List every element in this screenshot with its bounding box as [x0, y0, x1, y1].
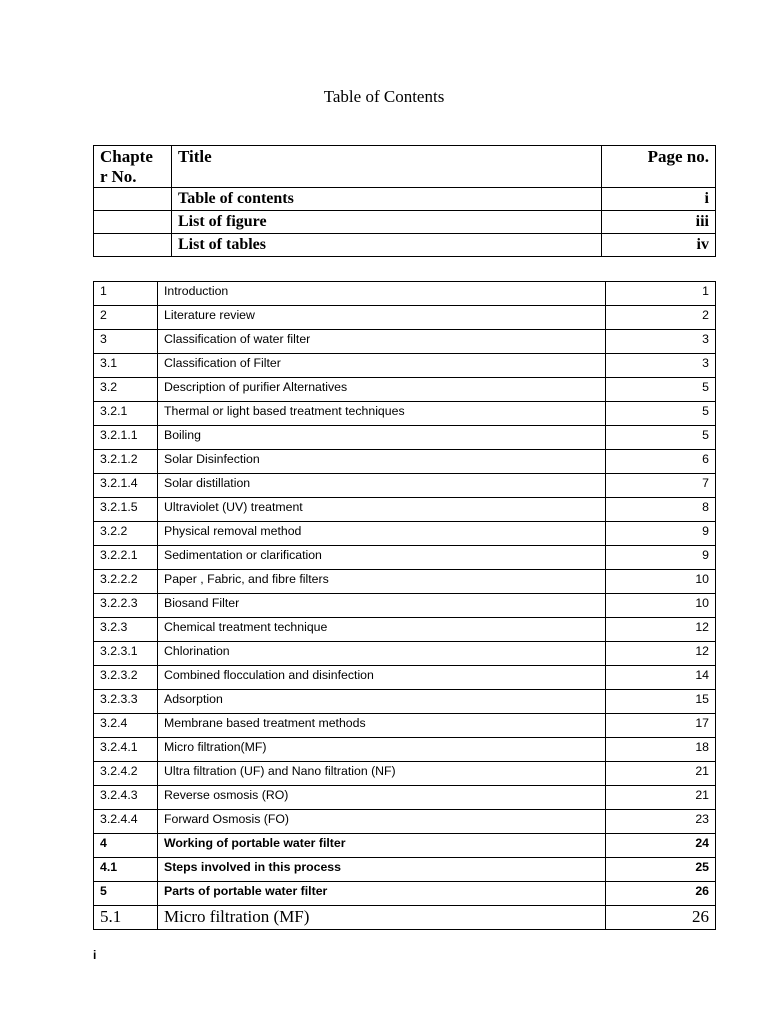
- contents-section-title: Literature review: [158, 306, 606, 330]
- contents-section-title: Sedimentation or clarification: [158, 546, 606, 570]
- contents-row: [94, 522, 716, 546]
- contents-section-title: Thermal or light based treatment techniques: [158, 402, 606, 426]
- contents-row: [94, 402, 716, 426]
- contents-section-no: 3.2.2.1: [94, 546, 158, 570]
- contents-page-no: 10: [606, 594, 716, 618]
- contents-row: [94, 546, 716, 570]
- contents-row: [94, 426, 716, 450]
- contents-section-title: Classification of Filter: [158, 354, 606, 378]
- contents-table: [93, 281, 716, 930]
- header-title: Title: [172, 146, 602, 188]
- contents-row: [94, 306, 716, 330]
- contents-section-no: 3.2.3.3: [94, 690, 158, 714]
- contents-section-title: Chemical treatment technique: [158, 618, 606, 642]
- contents-section-no: 3.2.1: [94, 402, 158, 426]
- contents-row: [94, 618, 716, 642]
- contents-section-no: 1: [94, 282, 158, 306]
- contents-section-title: Working of portable water filter: [158, 834, 606, 858]
- contents-section-title: Solar distillation: [158, 474, 606, 498]
- contents-row: [94, 330, 716, 354]
- contents-section-no: 3.2: [94, 378, 158, 402]
- front-row-title: Table of contents: [172, 188, 602, 211]
- contents-section-no: 3.2.2: [94, 522, 158, 546]
- front-table-row: [94, 211, 716, 234]
- contents-section-title: Paper , Fabric, and fibre filters: [158, 570, 606, 594]
- contents-section-title: Biosand Filter: [158, 594, 606, 618]
- contents-row: [94, 762, 716, 786]
- front-row-page: iv: [602, 234, 716, 257]
- contents-page-no: 23: [606, 810, 716, 834]
- front-row-chapter: [94, 234, 172, 257]
- contents-page-no: 5: [606, 378, 716, 402]
- contents-page-no: 3: [606, 354, 716, 378]
- contents-row: [94, 666, 716, 690]
- contents-page-no: 24: [606, 834, 716, 858]
- contents-section-no: 3.2.1.2: [94, 450, 158, 474]
- front-row-title: List of tables: [172, 234, 602, 257]
- contents-row: [94, 498, 716, 522]
- contents-section-no: 3.2.1.4: [94, 474, 158, 498]
- contents-page-no: 8: [606, 498, 716, 522]
- contents-page-no: 7: [606, 474, 716, 498]
- contents-page-no: 12: [606, 642, 716, 666]
- contents-page-no: 9: [606, 522, 716, 546]
- contents-page-no: 18: [606, 738, 716, 762]
- contents-row: [94, 690, 716, 714]
- contents-section-title: Parts of portable water filter: [158, 882, 606, 906]
- header-chapter-no: Chapte r No.: [94, 146, 172, 188]
- contents-section-no: 5.1: [94, 906, 158, 930]
- contents-row: [94, 786, 716, 810]
- contents-row: [94, 594, 716, 618]
- contents-section-title: Forward Osmosis (FO): [158, 810, 606, 834]
- contents-section-title: Membrane based treatment methods: [158, 714, 606, 738]
- contents-section-title: Combined flocculation and disinfection: [158, 666, 606, 690]
- contents-page-no: 14: [606, 666, 716, 690]
- contents-section-title: Boiling: [158, 426, 606, 450]
- contents-page-no: 12: [606, 618, 716, 642]
- contents-section-no: 3.2.4: [94, 714, 158, 738]
- contents-row: [94, 642, 716, 666]
- contents-section-no: 4.1: [94, 858, 158, 882]
- contents-section-no: 3.2.4.4: [94, 810, 158, 834]
- contents-row: [94, 810, 716, 834]
- contents-row: [94, 378, 716, 402]
- contents-page-no: 21: [606, 762, 716, 786]
- contents-row: [94, 738, 716, 762]
- contents-page-no: 17: [606, 714, 716, 738]
- contents-section-no: 5: [94, 882, 158, 906]
- contents-section-no: 3.2.4.1: [94, 738, 158, 762]
- contents-page-no: 6: [606, 450, 716, 474]
- contents-page-no: 26: [606, 882, 716, 906]
- contents-page-no: 5: [606, 426, 716, 450]
- contents-row: [94, 474, 716, 498]
- contents-section-no: 4: [94, 834, 158, 858]
- contents-row: [94, 570, 716, 594]
- front-table-header-row: [94, 146, 716, 188]
- contents-page-no: 10: [606, 570, 716, 594]
- contents-row: [94, 882, 716, 906]
- contents-section-title: Solar Disinfection: [158, 450, 606, 474]
- contents-section-title: Chlorination: [158, 642, 606, 666]
- contents-section-title: Steps involved in this process: [158, 858, 606, 882]
- contents-section-no: 3.2.2.3: [94, 594, 158, 618]
- contents-section-no: 3.2.4.2: [94, 762, 158, 786]
- contents-section-no: 3.2.2.2: [94, 570, 158, 594]
- front-row-chapter: [94, 211, 172, 234]
- contents-section-title: Ultraviolet (UV) treatment: [158, 498, 606, 522]
- contents-section-no: 3.2.3.1: [94, 642, 158, 666]
- contents-section-title: Description of purifier Alternatives: [158, 378, 606, 402]
- contents-row: [94, 354, 716, 378]
- contents-row: [94, 834, 716, 858]
- contents-section-no: 3.2.4.3: [94, 786, 158, 810]
- page-title: Table of Contents: [323, 87, 445, 106]
- contents-section-title: Micro filtration(MF): [158, 738, 606, 762]
- contents-row: [94, 906, 716, 930]
- contents-page-no: 1: [606, 282, 716, 306]
- contents-page-no: 2: [606, 306, 716, 330]
- contents-section-no: 3.2.3.2: [94, 666, 158, 690]
- footer-page-number: i: [93, 948, 97, 962]
- contents-section-no: 3.2.1.5: [94, 498, 158, 522]
- front-table-row: [94, 234, 716, 257]
- contents-section-no: 2: [94, 306, 158, 330]
- contents-section-title: Introduction: [158, 282, 606, 306]
- contents-section-title: Physical removal method: [158, 522, 606, 546]
- contents-section-title: Classification of water filter: [158, 330, 606, 354]
- contents-section-no: 3.1: [94, 354, 158, 378]
- contents-row: [94, 858, 716, 882]
- front-table-row: [94, 188, 716, 211]
- front-matter-table: [93, 145, 716, 257]
- contents-row: [94, 714, 716, 738]
- contents-section-title: Micro filtration (MF): [158, 906, 606, 930]
- front-row-title: List of figure: [172, 211, 602, 234]
- contents-section-no: 3.2.1.1: [94, 426, 158, 450]
- contents-page-no: 3: [606, 330, 716, 354]
- contents-section-no: 3.2.3: [94, 618, 158, 642]
- contents-page-no: 15: [606, 690, 716, 714]
- contents-section-title: Adsorption: [158, 690, 606, 714]
- header-page-no: Page no.: [602, 146, 716, 188]
- contents-section-title: Ultra filtration (UF) and Nano filtration (NF): [158, 762, 606, 786]
- contents-page-no: 21: [606, 786, 716, 810]
- contents-row: [94, 450, 716, 474]
- contents-page-no: 9: [606, 546, 716, 570]
- contents-page-no: 26: [606, 906, 716, 930]
- contents-row: [94, 282, 716, 306]
- front-row-page: i: [602, 188, 716, 211]
- contents-page-no: 25: [606, 858, 716, 882]
- contents-section-title: Reverse osmosis (RO): [158, 786, 606, 810]
- contents-page-no: 5: [606, 402, 716, 426]
- front-row-chapter: [94, 188, 172, 211]
- contents-section-no: 3: [94, 330, 158, 354]
- front-row-page: iii: [602, 211, 716, 234]
